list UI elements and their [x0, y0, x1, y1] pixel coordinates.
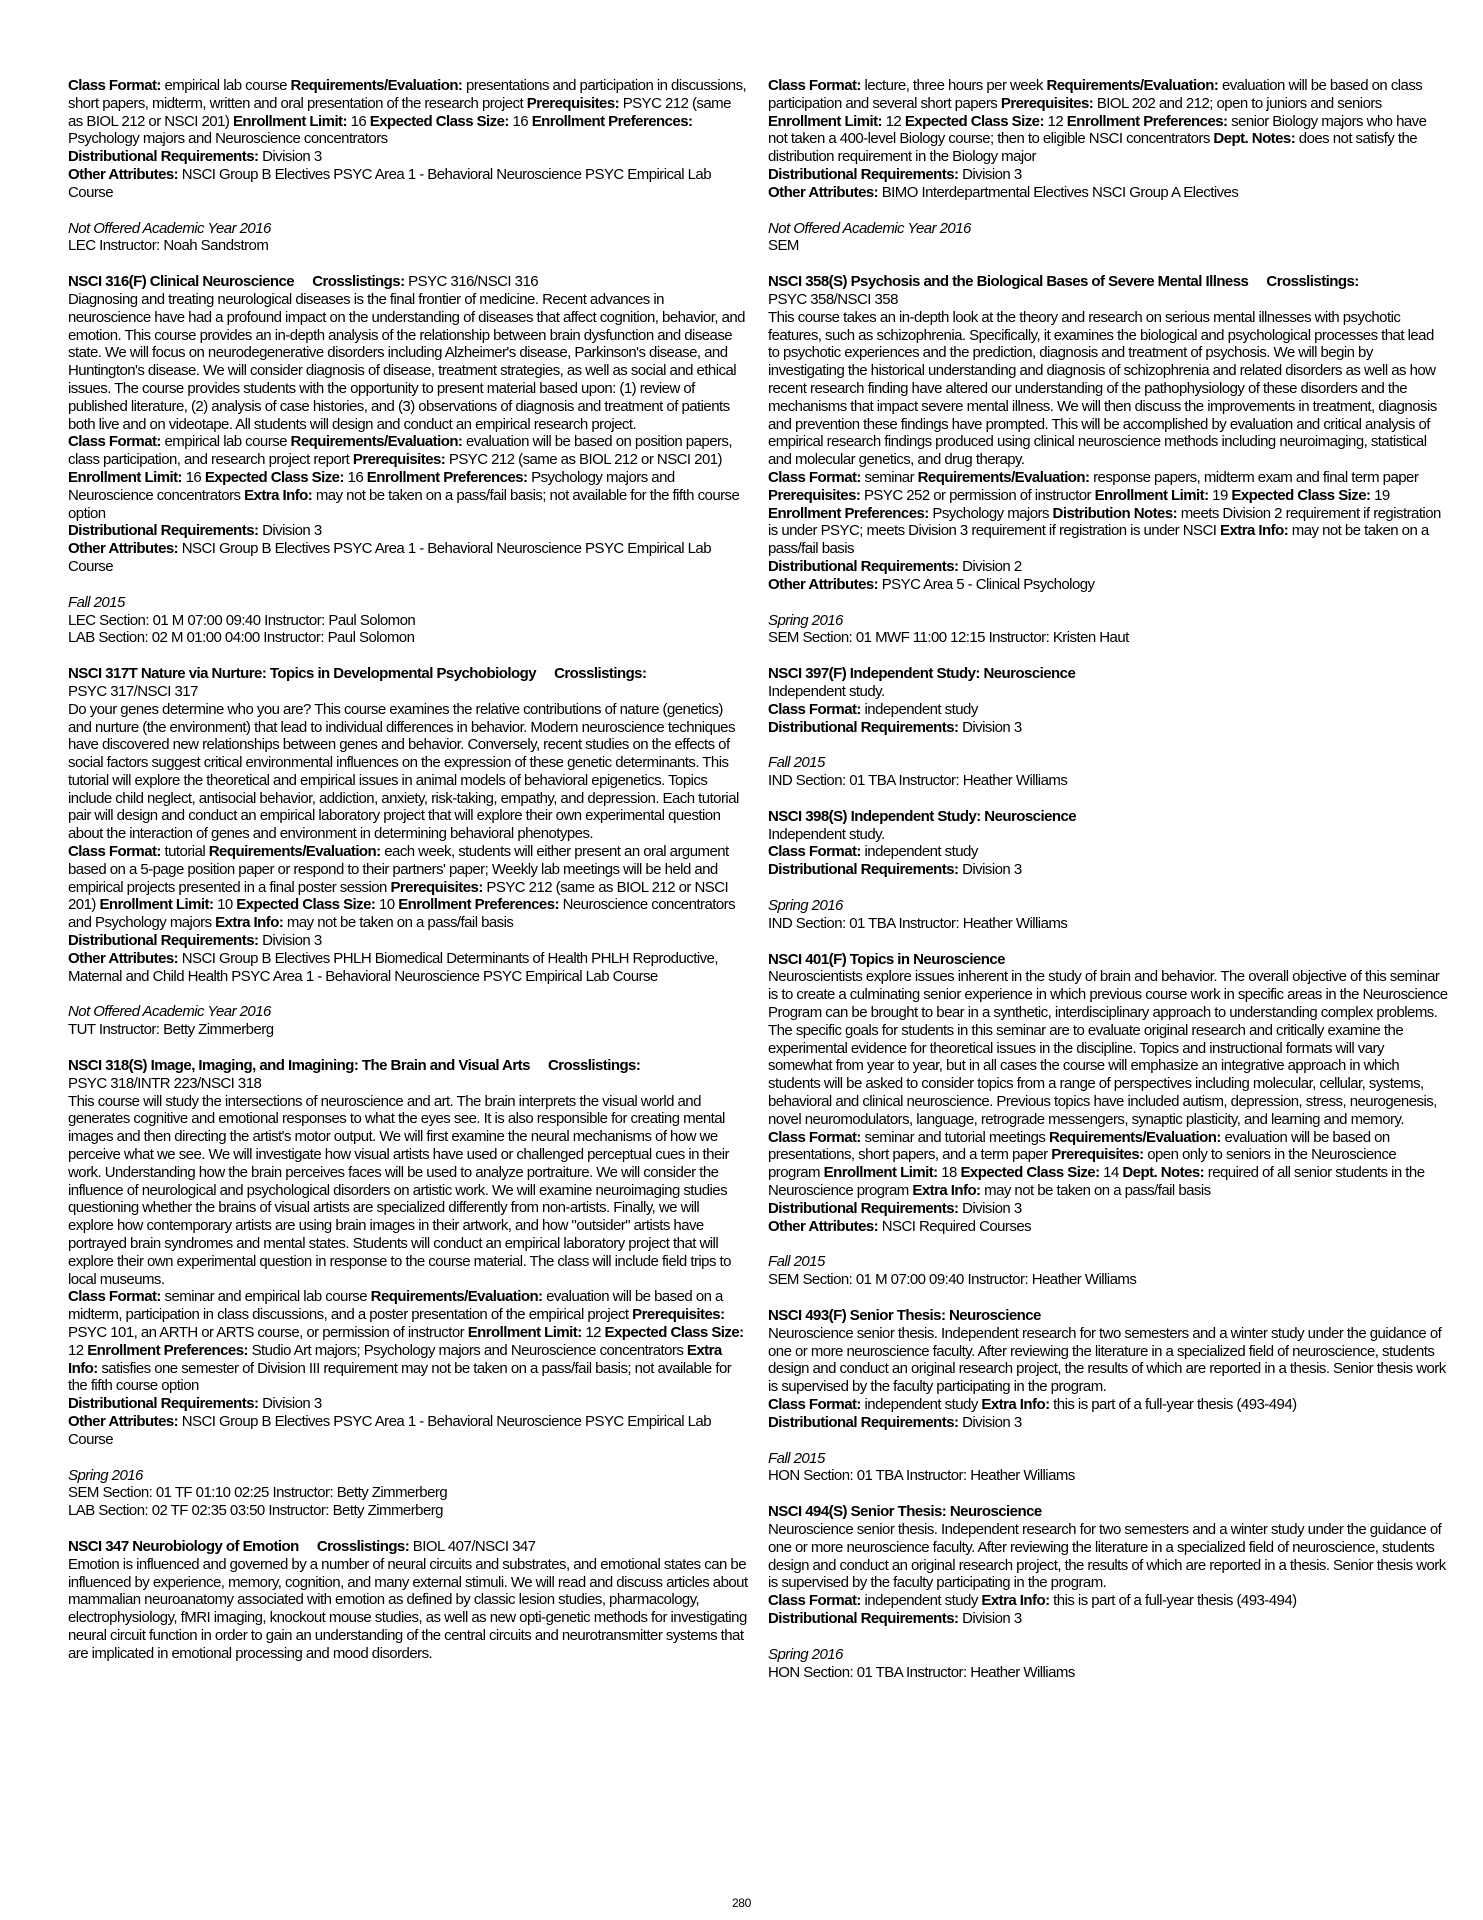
detail-label: Requirements/Evaluation:	[1046, 77, 1219, 94]
detail-label: Enrollment Preferences:	[1066, 112, 1228, 130]
term-label: Spring 2016	[768, 897, 843, 915]
detail-text: seminar	[864, 468, 915, 486]
other-attributes	[768, 184, 1448, 202]
section-line: SEM Section: 01 MWF 11:00 12:15 Instructor: Kristen Haut	[768, 629, 1129, 647]
course-block	[68, 665, 748, 1039]
course-block	[768, 665, 1448, 790]
detail-label: Extra Info:	[1220, 522, 1289, 540]
attr-value: NSCI Required Courses	[881, 1217, 1032, 1235]
detail-text: independent study	[864, 843, 978, 861]
course-title: NSCI 397(F) Independent Study: Neuroscience	[768, 665, 1076, 683]
course-title: NSCI 316(F) Clinical Neuroscience	[68, 273, 295, 291]
dist-value: Division 3	[262, 522, 322, 540]
dist-value: Division 3	[962, 718, 1022, 736]
term-label: Spring 2016	[68, 1466, 143, 1484]
detail-text: this is part of a full-year thesis (493-494)	[1053, 1592, 1297, 1610]
attr-value: NSCI Group B Electives PSYC Area 1 - Behavioral Neuroscience PSYC Empirical Lab Course	[68, 165, 712, 201]
course-title: NSCI 358(S) Psychosis and the Biological Bases of Severe Mental Illness	[768, 273, 1249, 291]
detail-label: Extra Info:	[981, 1396, 1050, 1413]
dist-value: Division 3	[962, 165, 1022, 183]
distributional-requirements	[768, 861, 1448, 879]
section-line: IND Section: 01 TBA Instructor: Heather Williams	[768, 772, 1068, 790]
section-line: TUT Instructor: Betty Zimmerberg	[68, 1021, 274, 1039]
detail-text: 18	[941, 1164, 957, 1182]
detail-text: 19	[1374, 486, 1390, 504]
section-line: HON Section: 01 TBA Instructor: Heather Williams	[768, 1663, 1075, 1681]
detail-label: Class Format:	[768, 468, 861, 486]
detail-label: Class Format:	[768, 1396, 861, 1413]
detail-text: required of all senior students in the Neuroscience program	[768, 1164, 1425, 1200]
detail-text: Psychology majors and Neuroscience concentrators	[68, 468, 675, 504]
course-heading	[768, 1307, 1448, 1325]
detail-text: seminar and tutorial meetings	[864, 1128, 1046, 1146]
term-label: Not Offered Academic Year 2016	[68, 1003, 271, 1021]
course-title: NSCI 317T Nature via Nurture: Topics in Developmental Psychobiology	[68, 665, 536, 683]
course-details	[768, 1129, 1448, 1200]
detail-text: independent study	[864, 1592, 978, 1610]
detail-label: Enrollment Limit:	[467, 1324, 582, 1341]
other-attributes	[768, 1218, 1448, 1236]
attr-label: Other Attributes:	[768, 183, 879, 201]
dist-label: Distributional Requirements:	[68, 148, 259, 166]
detail-text: this is part of a full-year thesis (493-494)	[1053, 1396, 1297, 1413]
page-number: 280	[731, 1896, 752, 1910]
detail-text: 19	[1212, 486, 1228, 504]
dist-value: Division 3	[962, 861, 1022, 879]
course-block	[768, 808, 1448, 933]
other-attributes	[68, 540, 748, 576]
dist-label: Distributional Requirements:	[68, 522, 259, 540]
detail-text: PSYC 252 or permission of instructor	[863, 486, 1091, 504]
distributional-requirements	[768, 1610, 1448, 1628]
detail-text: 16	[512, 112, 529, 130]
detail-text: Studio Art majors; Psychology majors and Neuroscience concentrators	[251, 1341, 684, 1359]
detail-label: Class Format:	[68, 843, 161, 861]
crosslist-label: Crosslistings:	[547, 1057, 641, 1075]
detail-text: empirical lab course	[164, 433, 287, 451]
detail-label: Class Format:	[768, 1592, 861, 1610]
dist-value: Division 2	[962, 557, 1022, 575]
course-details	[768, 469, 1448, 558]
detail-label: Enrollment Limit:	[99, 896, 214, 914]
detail-label: Dept. Notes:	[1122, 1164, 1205, 1182]
course-description: Independent study.	[768, 825, 885, 843]
course-description: Do your genes determine who you are? This course examines the relative contributions of nature (genetics) and nurture (the environment) that lead to individual differences in behavior. Modern neuroscience techniques have discovered new relationships between genes and behavior. Conversely, recent studies on the effects of social factors suggest critical environmental influences on the expression of these genetic determinants. This tutorial will explore the theoretical and empirical issues in animal models of behavioral epigenetics. Topics include child neglect, antisocial behavior, addiction, anxiety, risk-taking, empathy, and depression. Each tutorial pair will design and conduct an empirical laboratory project that will explore their own experimental question about the interaction of genes and environment in determining behavioral phenotypes.	[68, 700, 739, 843]
course-description: Emotion is influenced and governed by a number of neural circuits and substrates, and emotional states can be influenced by experience, memory, cognition, and many external stimuli. We will read and discuss articles about mammalian neuroanatomy associated with emotion as defined by classic lesion studies, pharmacology, electrophysiology, fMRI imaging, knockout mouse studies, as well as new opti-genetic methods for investigating neural circuit function in order to gain an understanding of the central circuits and neurotransmitter systems that are implicated in emotional processing and mood disorders.	[68, 1555, 748, 1662]
course-details	[768, 1592, 1448, 1610]
course-description: Neuroscience senior thesis. Independent research for two semesters and a winter study under the guidance of one or more neuroscience faculty. After reviewing the literature in a specialized field of neuroscience, students design and conduct an original research project, the results of which are reported in a thesis. Senior thesis work is supervised by the faculty participating in the program.	[768, 1520, 1446, 1592]
section-list	[768, 1271, 1448, 1289]
course-heading	[768, 951, 1448, 969]
course-details	[768, 77, 1448, 166]
course-block	[68, 1538, 748, 1663]
course-details	[768, 701, 1448, 719]
detail-label: Class Format:	[768, 700, 861, 718]
detail-label: Enrollment Preferences:	[531, 112, 693, 130]
detail-text: Psychology majors	[932, 504, 1049, 522]
course-block	[68, 1057, 748, 1520]
detail-label: Enrollment Limit:	[1094, 486, 1209, 504]
right-column	[768, 77, 1448, 1681]
course-details	[68, 843, 748, 932]
dist-label: Distributional Requirements:	[768, 718, 959, 736]
detail-text: senior Biology majors who have not taken a 400-level Biology course; then to eligible NSCI concentrators	[768, 112, 1427, 148]
dist-value: Division 3	[262, 1395, 322, 1413]
course-heading	[768, 273, 1448, 309]
detail-label: Enrollment Limit:	[232, 112, 347, 130]
detail-text: evaluation will be based on class participation and several short papers	[768, 77, 1423, 112]
dist-value: Division 3	[262, 148, 322, 166]
term-label: Fall 2015	[768, 1449, 825, 1467]
detail-text: 12	[1047, 112, 1064, 130]
detail-label: Class Format:	[68, 433, 161, 451]
course-title: NSCI 493(F) Senior Thesis: Neuroscience	[768, 1307, 1041, 1325]
detail-text: meets Division 2 requirement if registration is under PSYC; meets Division 3 requirement if registration is under NSCI	[768, 504, 1441, 540]
section-list	[68, 612, 748, 648]
attr-label: Other Attributes:	[768, 575, 879, 593]
course-details	[68, 433, 748, 522]
section-list	[768, 772, 1448, 790]
detail-text: 12	[585, 1324, 601, 1341]
dist-label: Distributional Requirements:	[68, 932, 259, 950]
section-line: SEM	[768, 237, 799, 255]
detail-text: independent study	[864, 700, 978, 718]
left-column	[68, 77, 748, 1663]
distributional-requirements	[768, 1414, 1448, 1432]
detail-text: 16	[347, 468, 364, 486]
crosslistings: BIOL 407/NSCI 347	[412, 1537, 536, 1555]
course-block	[768, 273, 1448, 647]
detail-text: may not be taken on a pass/fail basis	[984, 1182, 1211, 1200]
distributional-requirements	[768, 1200, 1448, 1218]
course-block	[768, 951, 1448, 1289]
attr-label: Other Attributes:	[68, 165, 179, 183]
dist-label: Distributional Requirements:	[768, 861, 959, 879]
dist-label: Distributional Requirements:	[768, 165, 959, 183]
course-description: Diagnosing and treating neurological diseases is the final frontier of medicine. Recent advances in neuroscience have had a profound impact on the understanding of diseases that affect cognition, behavior, and emotion. This course provides an in-depth analysis of the relationship between brain dysfunction and disease state. We will focus on neurodegenerative disorders including Alzheimer's disease, Parkinson's disease, and Huntington's disease. We will consider diagnosis of disease, treatment strategies, as well as social and ethical issues. The course provides students with the opportunity to present material based upon: (1) review of published literature, (2) analysis of case histories, and (3) observations of diagnosis and treatment of patients both live and on videotape. All students will design and conduct an empirical research project.	[68, 290, 745, 433]
crosslist-label: Crosslistings:	[1266, 273, 1359, 291]
other-attributes	[68, 1413, 748, 1449]
course-heading	[768, 808, 1448, 826]
section-list	[68, 1484, 748, 1520]
detail-label: Expected Class Size:	[904, 112, 1044, 130]
distributional-requirements	[68, 522, 748, 540]
detail-label: Enrollment Preferences:	[398, 896, 559, 914]
detail-label: Class Format:	[68, 77, 161, 94]
detail-label: Extra Info:	[68, 1341, 722, 1377]
dist-label: Distributional Requirements:	[768, 557, 959, 575]
dist-label: Distributional Requirements:	[768, 1199, 959, 1217]
detail-label: Requirements/Evaluation:	[290, 433, 463, 451]
detail-label: Prerequisites:	[390, 878, 483, 896]
detail-label: Class Format:	[768, 843, 861, 861]
detail-text: 14	[1103, 1164, 1119, 1182]
attr-label: Other Attributes:	[68, 540, 179, 558]
detail-label: Enrollment Limit:	[68, 468, 182, 486]
detail-label: Requirements/Evaluation:	[917, 468, 1090, 486]
course-details	[768, 1396, 1448, 1414]
crosslistings: PSYC 317/NSCI 317	[68, 682, 198, 700]
crosslist-label: Crosslistings:	[316, 1537, 410, 1555]
detail-text: evaluation will be based on position papers, class participation, and research project report	[68, 433, 732, 469]
section-line: LAB Section: 02 TF 02:35 03:50 Instructor: Betty Zimmerberg	[68, 1502, 443, 1520]
detail-label: Requirements/Evaluation:	[1048, 1128, 1221, 1146]
distributional-requirements	[68, 1395, 748, 1413]
detail-label: Expected Class Size:	[960, 1164, 1100, 1182]
crosslist-label: Crosslistings:	[554, 665, 647, 683]
course-details	[768, 843, 1448, 861]
term-label: Fall 2015	[768, 754, 825, 772]
detail-text: open only to seniors in the Neuroscience program	[768, 1146, 1397, 1182]
crosslist-label: Crosslistings:	[312, 273, 405, 291]
section-list	[768, 915, 1448, 933]
detail-text: response papers, midterm exam and final term paper	[1093, 468, 1419, 486]
term-label: Spring 2016	[768, 611, 843, 629]
detail-text: seminar and empirical lab course	[164, 1288, 368, 1306]
detail-label: Enrollment Limit:	[823, 1164, 938, 1182]
detail-label: Class Format:	[768, 77, 861, 94]
detail-label: Enrollment Preferences:	[768, 504, 929, 522]
detail-label: Expected Class Size:	[604, 1324, 744, 1341]
detail-label: Extra Info:	[912, 1182, 981, 1200]
section-line: LAB Section: 02 M 01:00 04:00 Instructor: Paul Solomon	[68, 629, 415, 647]
section-line: SEM Section: 01 TF 01:10 02:25 Instructor: Betty Zimmerberg	[68, 1484, 448, 1502]
attr-value: BIMO Interdepartmental Electives NSCI Group A Electives	[881, 183, 1239, 201]
crosslistings: PSYC 358/NSCI 358	[768, 290, 898, 308]
course-block	[68, 77, 748, 255]
detail-label: Distribution Notes:	[1052, 504, 1178, 522]
distributional-requirements	[68, 148, 748, 166]
detail-text: independent study	[864, 1396, 978, 1413]
term-label: Spring 2016	[768, 1645, 843, 1663]
course-title: NSCI 494(S) Senior Thesis: Neuroscience	[768, 1503, 1042, 1521]
detail-text: 16	[185, 468, 202, 486]
section-list	[768, 237, 1448, 255]
detail-label: Requirements/Evaluation:	[290, 77, 463, 94]
detail-label: Prerequisites:	[352, 451, 446, 469]
other-attributes	[768, 576, 1448, 594]
course-description: Independent study.	[768, 682, 885, 700]
detail-text: tutorial	[164, 843, 206, 861]
detail-label: Class Format:	[768, 1128, 861, 1146]
detail-label: Enrollment Limit:	[768, 112, 882, 130]
term-label: Not Offered Academic Year 2016	[768, 219, 971, 237]
distributional-requirements	[68, 932, 748, 950]
course-title: NSCI 318(S) Image, Imaging, and Imagining: The Brain and Visual Arts	[68, 1057, 530, 1075]
distributional-requirements	[768, 719, 1448, 737]
course-block	[768, 1307, 1448, 1485]
dist-value: Division 3	[962, 1199, 1022, 1217]
section-list	[768, 1664, 1448, 1682]
course-description: Neuroscientists explore issues inherent in the study of brain and behavior. The overall objective of this seminar is to create a culminating senior experience in which previous course work in specific areas in the Neuroscience Program can be brought to bear in a synthetic, interdisciplinary approach to understanding complex problems. The specific goals for students in this seminar are to evaluate original research and critically examine the experimental evidence for theoretical issues in the discipline. Topics and instructional formats will vary somewhat from year to year, but in all cases the course will emphasize an integrative approach in which students will be asked to consider topics from a range of perspectives including molecular, cellular, systems, behavioral and clinical neuroscience. Previous topics have included autism, depression, stress, neurogenesis, novel neuromodulators, language, retrograde messengers, synaptic plasticity, and learning and memory.	[768, 968, 1448, 1128]
attr-value: NSCI Group B Electives PHLH Biomedical Determinants of Health PHLH Reproductive, Maternal and Child Health PSYC Area 1 - Behavioral Neuroscience PSYC Empirical Lab Course	[68, 949, 718, 985]
detail-text: each week, students will either present an oral argument based on a 5-page position paper or respond to their partners' paper; Weekly lab meetings will be held and empirical projects presented in a final poster session	[68, 843, 729, 896]
detail-label: Enrollment Preferences:	[87, 1341, 248, 1359]
detail-label: Expected Class Size:	[236, 896, 376, 914]
course-title: NSCI 347 Neurobiology of Emotion	[68, 1537, 299, 1555]
course-title: NSCI 401(F) Topics in Neuroscience	[768, 950, 1005, 968]
section-list	[68, 1021, 748, 1039]
course-block	[768, 1503, 1448, 1681]
detail-text: does not satisfy the distribution requirement in the Biology major	[768, 130, 1418, 166]
detail-text: evaluation will be based on a midterm, participation in class discussions, and a poster presentation of the empirical project	[68, 1288, 723, 1324]
term-label: Not Offered Academic Year 2016	[68, 219, 271, 237]
detail-label: Prerequisites:	[632, 1306, 725, 1324]
dist-label: Distributional Requirements:	[68, 1395, 259, 1413]
dist-value: Division 3	[962, 1609, 1022, 1627]
detail-label: Extra Info:	[981, 1592, 1050, 1610]
detail-text: PSYC 101, an ARTH or ARTS course, or permission of instructor	[68, 1324, 465, 1341]
detail-label: Dept. Notes:	[1213, 130, 1296, 148]
course-title: NSCI 398(S) Independent Study: Neuroscience	[768, 807, 1077, 825]
attr-label: Other Attributes:	[68, 949, 179, 967]
detail-text: 12	[68, 1341, 84, 1359]
section-line: HON Section: 01 TBA Instructor: Heather Williams	[768, 1467, 1075, 1485]
detail-text: satisfies one semester of Division III requirement may not be taken on a pass/fail basis; not available for the fifth course option	[68, 1359, 732, 1395]
other-attributes	[68, 950, 748, 986]
detail-text: may not be taken on a pass/fail basis	[286, 914, 514, 932]
detail-text: 12	[885, 112, 902, 130]
term-label: Fall 2015	[768, 1253, 825, 1271]
section-list	[768, 1467, 1448, 1485]
detail-label: Prerequisites:	[1051, 1146, 1144, 1164]
course-heading	[68, 665, 748, 701]
detail-text: BIOL 202 and 212; open to juniors and seniors	[1096, 94, 1382, 112]
detail-text: Neuroscience concentrators and Psychology majors	[68, 896, 736, 932]
section-line: LEC Section: 01 M 07:00 09:40 Instructor: Paul Solomon	[68, 611, 416, 629]
detail-text: evaluation will be based on presentations, short papers, and a term paper	[768, 1128, 1390, 1164]
course-heading	[68, 1538, 748, 1556]
detail-label: Prerequisites:	[1000, 94, 1094, 112]
detail-text: 16	[350, 112, 367, 130]
detail-text: PSYC 212 (same as BIOL 212 or NSCI 201)	[68, 878, 729, 914]
dist-value: Division 3	[262, 932, 322, 950]
attr-label: Other Attributes:	[68, 1412, 179, 1430]
course-details	[68, 77, 748, 148]
distributional-requirements	[768, 166, 1448, 184]
section-list	[768, 629, 1448, 647]
section-list	[68, 237, 748, 255]
section-line: LEC Instructor: Noah Sandstrom	[68, 237, 269, 255]
detail-label: Requirements/Evaluation:	[370, 1288, 543, 1306]
detail-text: 10	[378, 896, 395, 914]
detail-text: may not be taken on a pass/fail basis; not available for the fifth course option	[68, 486, 740, 522]
attr-value: NSCI Group B Electives PSYC Area 1 - Behavioral Neuroscience PSYC Empirical Lab Course	[68, 1412, 712, 1448]
detail-text: presentations and participation in discussions, short papers, midterm, written and oral presentation of the research project	[68, 77, 747, 112]
attr-label: Other Attributes:	[768, 1217, 879, 1235]
crosslistings: PSYC 318/INTR 223/NSCI 318	[68, 1074, 262, 1092]
crosslistings: PSYC 316/NSCI 316	[408, 273, 539, 291]
attr-value: PSYC Area 5 - Clinical Psychology	[881, 575, 1095, 593]
detail-text: may not be taken on a pass/fail basis	[768, 522, 1429, 558]
detail-label: Expected Class Size:	[1231, 486, 1371, 504]
course-description: Neuroscience senior thesis. Independent research for two semesters and a winter study under the guidance of one or more neuroscience faculty. After reviewing the literature in a specialized field of neuroscience, students design and conduct an original research project, the results of which are reported in a thesis. Senior thesis work is supervised by the faculty participating in the program.	[768, 1324, 1446, 1396]
detail-label: Expected Class Size:	[369, 112, 509, 130]
detail-label: Expected Class Size:	[204, 468, 344, 486]
dist-label: Distributional Requirements:	[768, 1413, 959, 1431]
course-heading	[68, 1057, 748, 1093]
detail-label: Extra Info:	[215, 914, 284, 932]
other-attributes	[68, 166, 748, 202]
detail-text: PSYC 212 (same as BIOL 212 or NSCI 201)	[68, 94, 731, 130]
course-description: This course takes an in-depth look at the theory and research on serious mental illnesses with psychotic features, such as schizophrenia. Specifically, it examines the biological and psychological processes that lead to psychotic experiences and the prediction, diagnosis and treatment of psychosis. We will begin by investigating the historical understanding and diagnosis of schizophrenia and related disorders as well as how recent research finding have altered our understanding of the pathophysiology of these disorders and the mechanisms that impact severe mental illness. We will then discuss the improvements in treatment, diagnosis and prevention these findings have prompted. This will be accomplished by evaluation and critical analysis of empirical research findings produced using clinical neuroscience methods including neuroimaging, statistical and molecular genetics, and drug therapy.	[768, 308, 1437, 469]
term-label: Fall 2015	[68, 593, 125, 611]
dist-value: Division 3	[962, 1413, 1022, 1431]
section-line: SEM Section: 01 M 07:00 09:40 Instructor: Heather Williams	[768, 1271, 1137, 1289]
detail-text: 10	[217, 896, 233, 914]
detail-label: Class Format:	[68, 1288, 161, 1306]
dist-label: Distributional Requirements:	[768, 1609, 959, 1627]
detail-label: Extra Info:	[244, 486, 313, 504]
course-details	[68, 1288, 748, 1395]
course-heading	[768, 1503, 1448, 1521]
course-heading	[768, 665, 1448, 683]
detail-text: empirical lab course	[164, 77, 287, 94]
course-block	[768, 77, 1448, 255]
detail-text: PSYC 212 (same as BIOL 212 or NSCI 201)	[448, 451, 722, 469]
detail-label: Enrollment Preferences:	[366, 468, 528, 486]
course-block	[68, 273, 748, 647]
detail-label: Prerequisites:	[526, 94, 620, 112]
course-description: This course will study the intersections of neuroscience and art. The brain interprets the visual world and generates cognitive and emotional responses to what the eyes see. It is also responsible for creating mental images and then directing the artist's motor output. We will first examine the neural mechanisms of how we perceive what we see. We will investigate how visual artists have used or challenged perceptual cues in their work. Understanding how the brain perceives faces will be used to analyze portraiture. We will consider the influence of neurological and psychological disorders on artistic work. We will examine neuroimaging studies questioning whether the brains of visual artists are specialized differently from non-artists. Finally, we will explore how contemporary artists are using brain images in their artwork, and how "outsider" artists have portrayed brain syndromes and mental states. Students will conduct an empirical laboratory project that will explore their own experimental question in response to the course material. The class will include field trips to local museums.	[68, 1092, 731, 1288]
detail-label: Requirements/Evaluation:	[208, 843, 381, 861]
attr-value: NSCI Group B Electives PSYC Area 1 - Behavioral Neuroscience PSYC Empirical Lab Course	[68, 540, 712, 575]
section-line: IND Section: 01 TBA Instructor: Heather Williams	[768, 914, 1068, 932]
course-heading	[68, 273, 748, 291]
detail-text: Psychology majors and Neuroscience concentrators	[68, 130, 388, 148]
distributional-requirements	[768, 558, 1448, 576]
detail-text: lecture, three hours per week	[864, 77, 1043, 94]
detail-label: Prerequisites:	[768, 486, 861, 504]
